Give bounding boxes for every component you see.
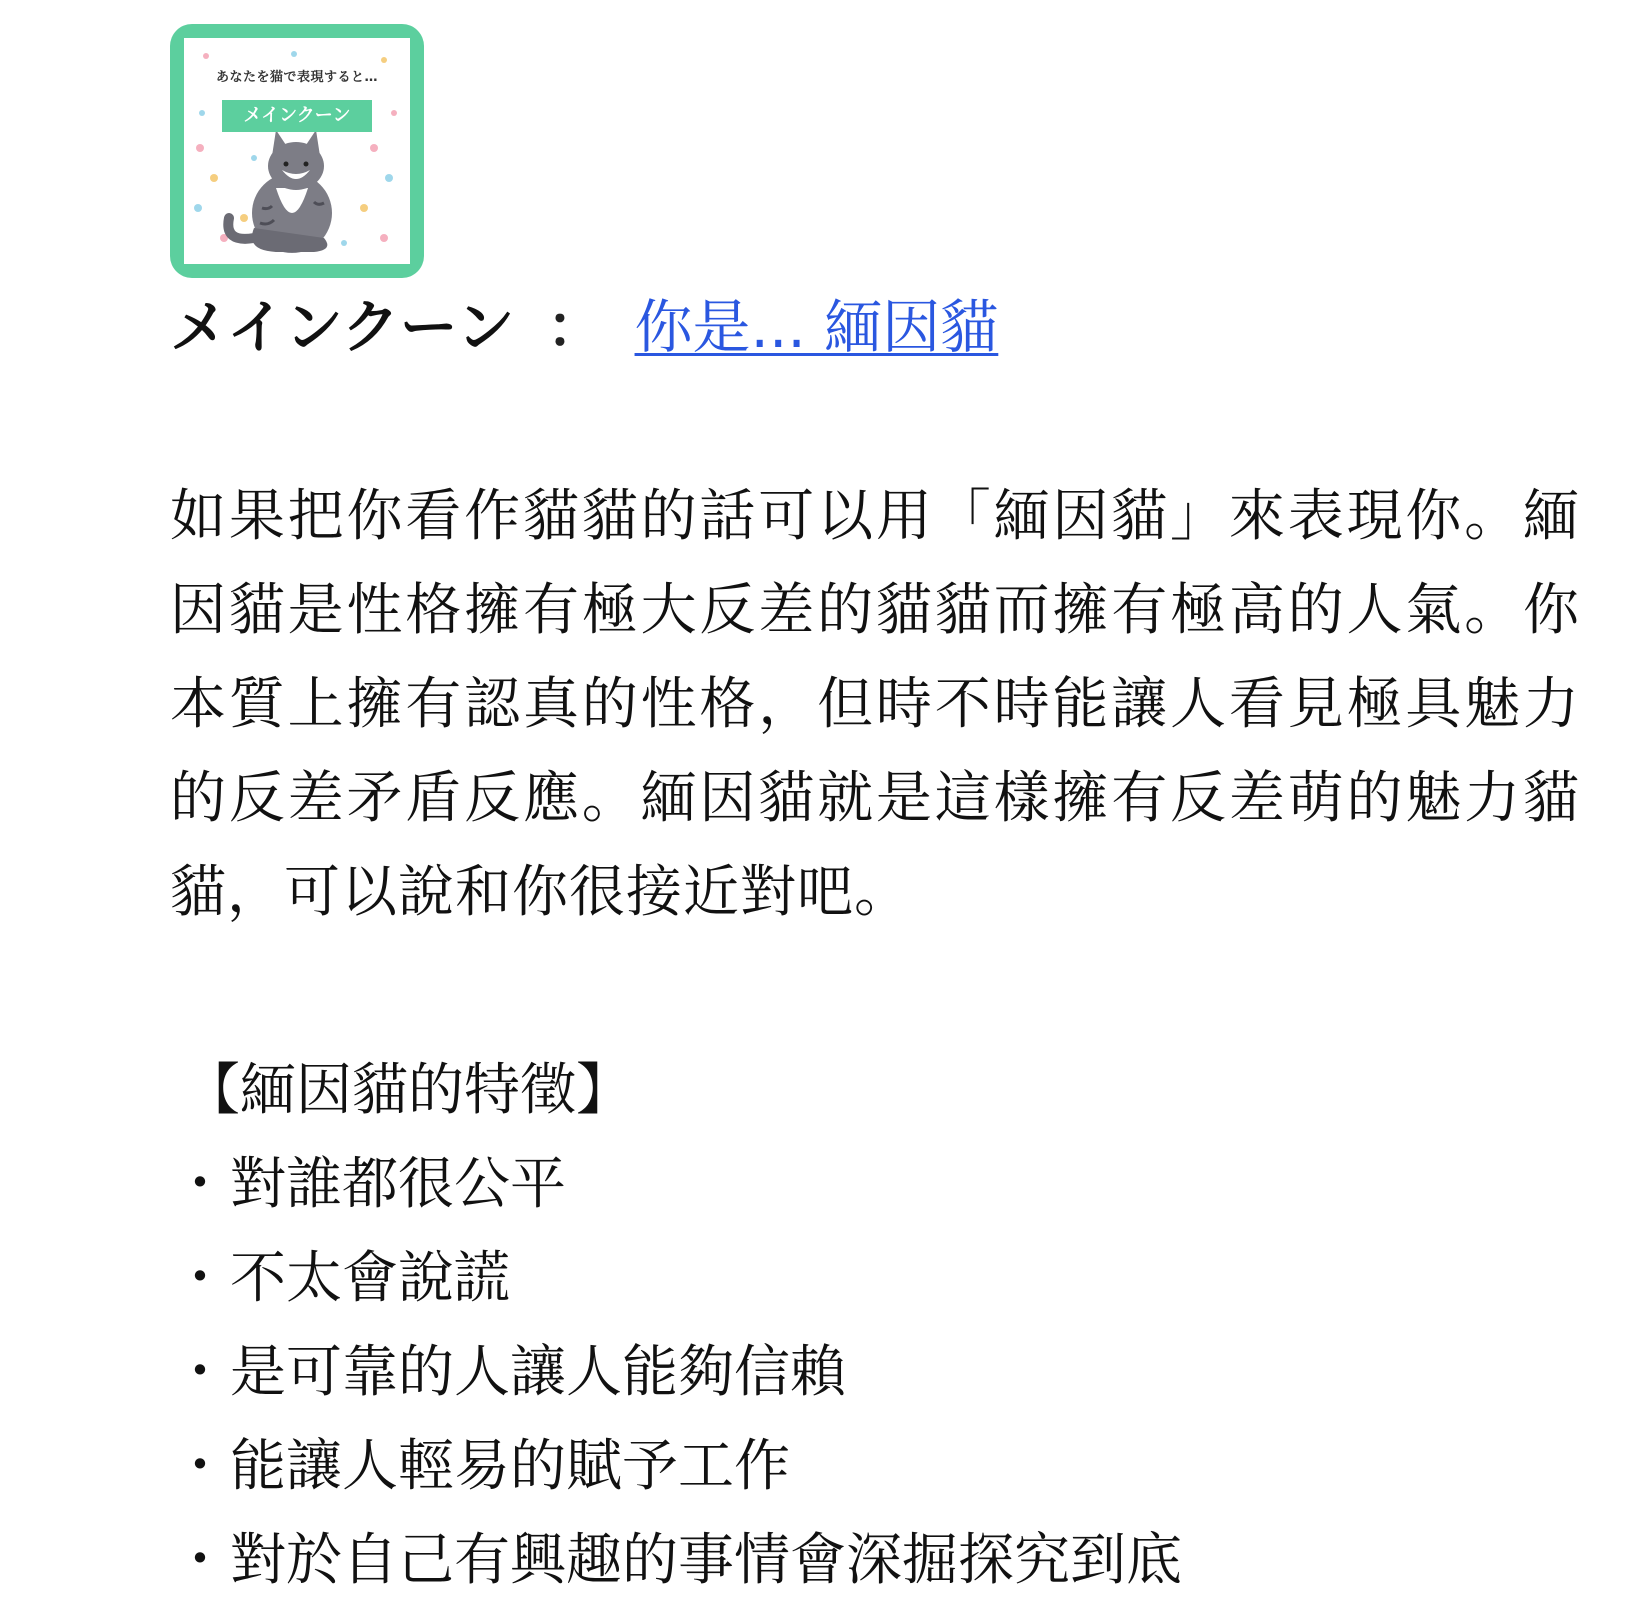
result-thumbnail	[170, 24, 424, 278]
title-separator: ：	[546, 293, 605, 361]
thumbnail-caption: あなたを猫で表現すると…	[215, 70, 378, 85]
feature-text: 對誰都很公平	[230, 1152, 566, 1217]
result-title	[170, 282, 998, 362]
features-heading: 【緬因貓的特徵】	[184, 1058, 632, 1123]
features-section	[170, 1044, 1570, 1608]
bullet: ・	[172, 1528, 228, 1593]
feature-text: 能讓人輕易的賦予工作	[230, 1434, 790, 1499]
bullet: ・	[172, 1246, 228, 1311]
feature-list	[170, 1138, 1570, 1608]
feature-item	[170, 1138, 1570, 1232]
feature-text: 是可靠的人讓人能夠信賴	[230, 1340, 846, 1405]
feature-text: 不太會說謊	[230, 1246, 510, 1311]
feature-item	[170, 1232, 1570, 1326]
feature-item	[170, 1420, 1570, 1514]
result-link[interactable]: 你是... 緬因貓	[634, 293, 999, 361]
breed-name-jp: メインクーン	[170, 293, 515, 361]
thumbnail-image	[184, 38, 410, 264]
result-description: 如果把你看作貓貓的話可以用「緬因貓」來表現你。緬因貓是性格擁有極大反差的貓貓而擁有極高的人氣。你本質上擁有認真的性格，但時不時能讓人看見極具魅力的反差矛盾反應。緬因貓就是這樣擁有反差萌的魅力貓貓，可以說和你很接近對吧。	[170, 484, 1580, 925]
feature-item	[170, 1514, 1570, 1608]
thumbnail-badge: メインクーン	[222, 100, 372, 132]
feature-item	[170, 1326, 1570, 1420]
feature-text: 對於自己有興趣的事情會深掘探究到底	[230, 1528, 1182, 1593]
bullet: ・	[172, 1340, 228, 1405]
bullet: ・	[172, 1434, 228, 1499]
bullet: ・	[172, 1152, 228, 1217]
